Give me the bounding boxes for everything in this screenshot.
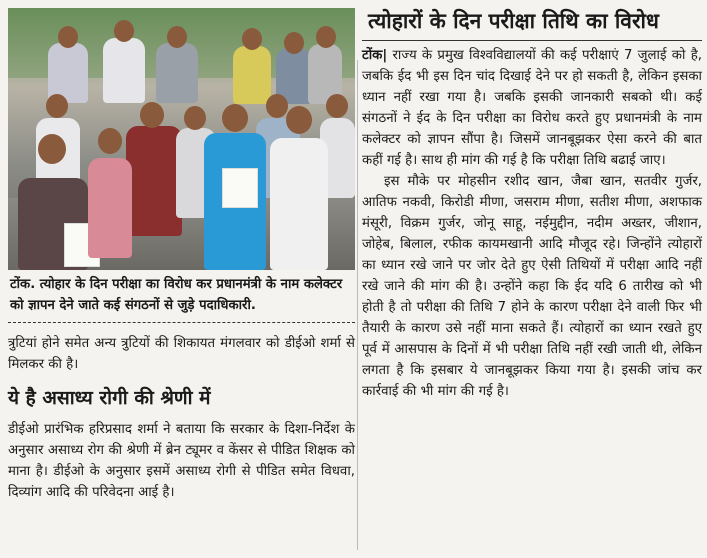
photo-person-head	[98, 128, 122, 154]
headline-rule	[362, 40, 702, 41]
protest-group-photo	[8, 8, 355, 270]
article-paragraph-1	[362, 45, 702, 171]
photo-person	[103, 38, 145, 103]
photo-person-head	[38, 134, 66, 164]
photo-person	[156, 43, 198, 103]
photo-person-head	[286, 106, 312, 134]
article-paragraph-2: इस मौके पर मोहसीन रशीद खान, जैबा खान, सतवीर गुर्जर, आतिफ नकवी, किरोडी मीणा, जसराम मीणा, सतीश मीणा, अशफाक मंसूरी, विक्रम गुर्जर, जोनू साहू, नईमुद्दीन, नदीम अख्तर, जीशान, जोहेब, बिलाल, रफीक कायमखानी आदि मौजूद रहे। जिन्होंने त्योहारों का ध्यान रखे जाने पर जोर देते हुए ऐसी तिथियों में परीक्षा आदि नहीं रखे जाने की मांग की है। उन्होंने कहा कि ईद यदि 6 तारीख को भी होती है तो परीक्षा की तिथि 7 होने के कारण परीक्षा देने वाली फिर भी तैयारी के कारण उसे नहीं माना सकते हैं। त्योहारों का ध्यान रखते हुए पूर्व में आसपास के दिनों में भी परीक्षा तिथि नहीं रखी जाती थी, लेकिन लगता है कि इसबार ये जानबूझकर किया गया है। इसकी जांच कर कार्रवाई की भी मांग की गई है।	[362, 174, 702, 399]
article-paragraph-1-text: राज्य के प्रमुख विश्वविद्यालयों की कई परीक्षाएं 7 जुलाई को है, जबकि ईद भी इस दिन चांद दिखाई देने पर हो सकती है, लेकिन इसका ध्यान नहीं रखा गया है। जबकि इसकी जानकारी सबको थी। कई संगठनों ने ईद के दिन परीक्षा का विरोध करते हुए प्रधानमंत्री के नाम कलेक्टर को ज्ञापन सौंपा है। जिसमें जानबूझकर ऐसा करने की बात कहीं गई है। साथ ही मांग की गई है कि परीक्षा तिथि बढाई जाए।	[362, 48, 702, 168]
photo-person-head	[140, 102, 164, 128]
photo-person-head	[114, 20, 134, 42]
photo-caption: टोंक. त्योहार के दिन परीक्षा का विरोध कर प्रधानमंत्री के नाम कलेक्टर को ज्ञापन देने जाते कई संगठनों से जुड़े पदाधिकारी.	[10, 277, 343, 313]
photo-person-head	[46, 94, 68, 118]
left-subheading: ये है असाध्य रोगी की श्रेणी में	[8, 387, 211, 409]
article-dateline: टोंक|	[362, 48, 388, 63]
column-divider	[357, 60, 358, 550]
left-column	[8, 8, 355, 503]
photo-person-head	[266, 94, 288, 118]
photo-person-head	[242, 28, 262, 50]
dashed-divider	[8, 322, 355, 323]
photo-person	[270, 138, 328, 270]
photo-person	[88, 158, 132, 258]
photo-person	[233, 46, 271, 104]
photo-memorandum-paper	[222, 168, 258, 208]
photo-person-head	[284, 32, 304, 54]
photo-person-head	[326, 94, 348, 118]
photo-person-head	[184, 106, 206, 130]
left-body-text: डीईओ प्रारंभिक हरिप्रसाद शर्मा ने बताया कि सरकार के दिशा-निर्देश के अनुसार असाध्य रोग की श्रेणी में ब्रेन ट्यूमर व केंसर से पीडित शिक्षक को माना है। डीईओ के अनुसार इसमें असाध्य रोगी से पीडित समेत विधवा, दिव्यांग आदि की परिवेदना आई है।	[8, 422, 355, 500]
left-intro-text: त्रुटियां होने समेत अन्य त्रुटियों की शिकायत मंगलवार को डीईओ शर्मा से मिलकर की है।	[8, 336, 355, 372]
photo-person-head	[167, 26, 187, 48]
photo-person	[126, 126, 182, 236]
photo-person-head	[316, 26, 336, 48]
right-column	[362, 8, 702, 402]
photo-person-head	[222, 104, 248, 132]
photo-person-head	[58, 26, 78, 48]
article-headline: त्योहारों के दिन परीक्षा तिथि का विरोध	[368, 9, 659, 33]
